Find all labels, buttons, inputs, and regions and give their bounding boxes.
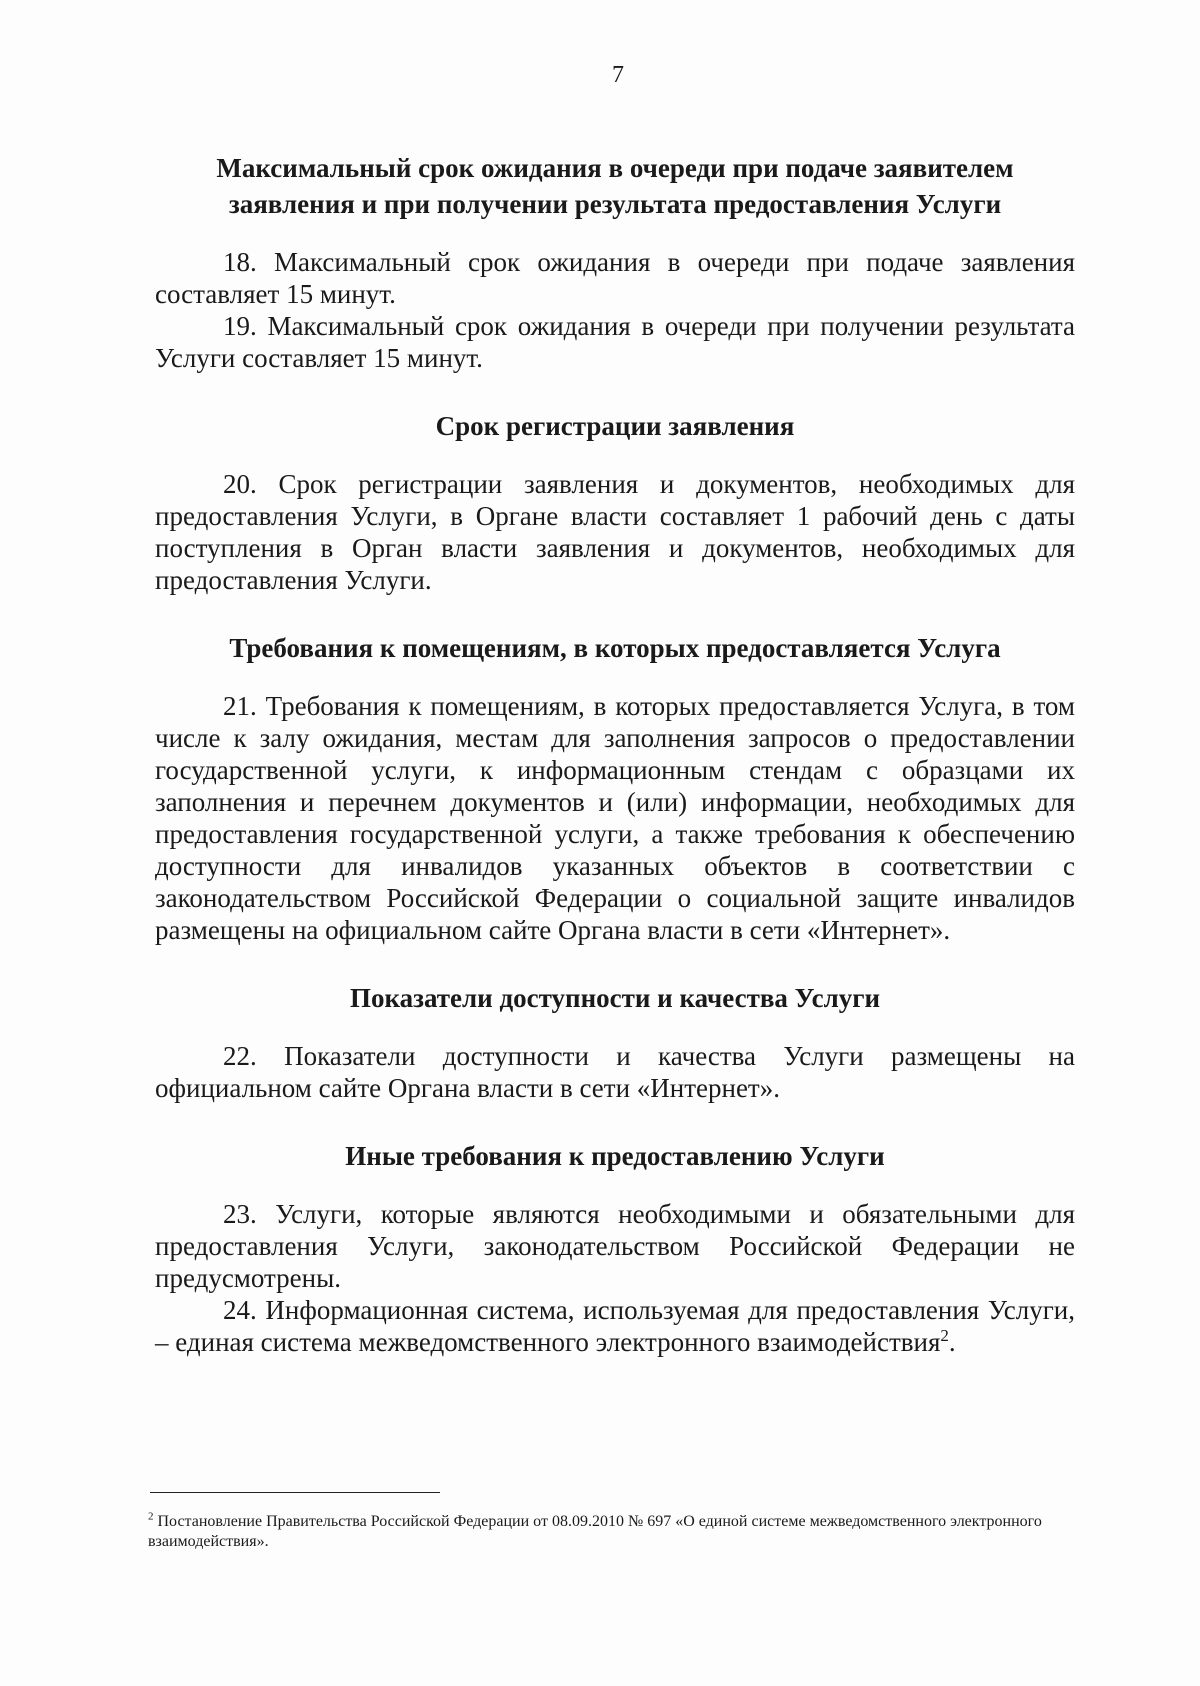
section-heading: Максимальный срок ожидания в очереди при подаче заявителем заявления и при получении результата предоставления Услуги bbox=[216, 153, 1014, 219]
footnote bbox=[148, 1512, 1078, 1552]
section-heading: Показатели доступности и качества Услуги bbox=[349, 983, 881, 1013]
paragraph-19: 19. Максимальный срок ожидания в очереди при получении результата Услуги составляет 15 минут. bbox=[155, 311, 1075, 373]
paragraph-23: 23. Услуги, которые являются необходимыми и обязательными для предоставления Услуги, законодательством Российской Федерации не предусмотрены. bbox=[155, 1199, 1075, 1293]
section-other-requirements bbox=[155, 1138, 1075, 1358]
section-registration-term bbox=[155, 408, 1075, 596]
page-number: 7 bbox=[612, 62, 624, 88]
footnote-marker: 2 bbox=[148, 1510, 154, 1523]
section-heading: Требования к помещениям, в которых предоставляется Услуга bbox=[229, 633, 1001, 663]
section-queue-wait-time bbox=[155, 150, 1075, 374]
section-heading: Срок регистрации заявления bbox=[435, 411, 795, 441]
paragraph-24-period: . bbox=[948, 1327, 956, 1357]
paragraph-24-text: 24. Информационная система, используемая для предоставления Услуги, – единая система межведомственного электронного взаимодействия bbox=[155, 1295, 1075, 1357]
footnote-divider bbox=[150, 1492, 440, 1493]
paragraph-21: 21. Требования к помещениям, в которых предоставляется Услуга, в том числе к залу ожидания, местам для заполнения запросов о предоставлении государственной услуги, к информационным стендам с образцами их заполнения и перечнем документов и (или) информации, необходимых для предоставления государственной услуги, а также требования к обеспечению доступности для инвалидов указанных объектов в соответствии с законодательством Российской Федерации о социальной защите инвалидов размещены на официальном сайте Органа власти в сети «Интернет». bbox=[155, 691, 1075, 945]
section-quality-indicators bbox=[155, 980, 1075, 1104]
section-heading: Иные требования к предоставлению Услуги bbox=[345, 1141, 885, 1171]
footnote-reference[interactable]: 2 bbox=[940, 1326, 949, 1345]
paragraph-24 bbox=[155, 1294, 1075, 1358]
document-body bbox=[155, 150, 1075, 1358]
footnote-text: Постановление Правительства Российской Федерации от 08.09.2010 № 697 «О единой системе межведомственного электронного взаимодействия». bbox=[148, 1513, 1042, 1550]
section-premises-requirements bbox=[155, 630, 1075, 946]
paragraph-18: 18. Максимальный срок ожидания в очереди при подаче заявления составляет 15 минут. bbox=[155, 247, 1075, 309]
paragraph-20: 20. Срок регистрации заявления и документов, необходимых для предоставления Услуги, в Органе власти составляет 1 рабочий день с даты поступления в Орган власти заявления и документов, необходимых для предоставления Услуги. bbox=[155, 469, 1075, 595]
paragraph-22: 22. Показатели доступности и качества Услуги размещены на официальном сайте Органа власти в сети «Интернет». bbox=[155, 1041, 1075, 1103]
